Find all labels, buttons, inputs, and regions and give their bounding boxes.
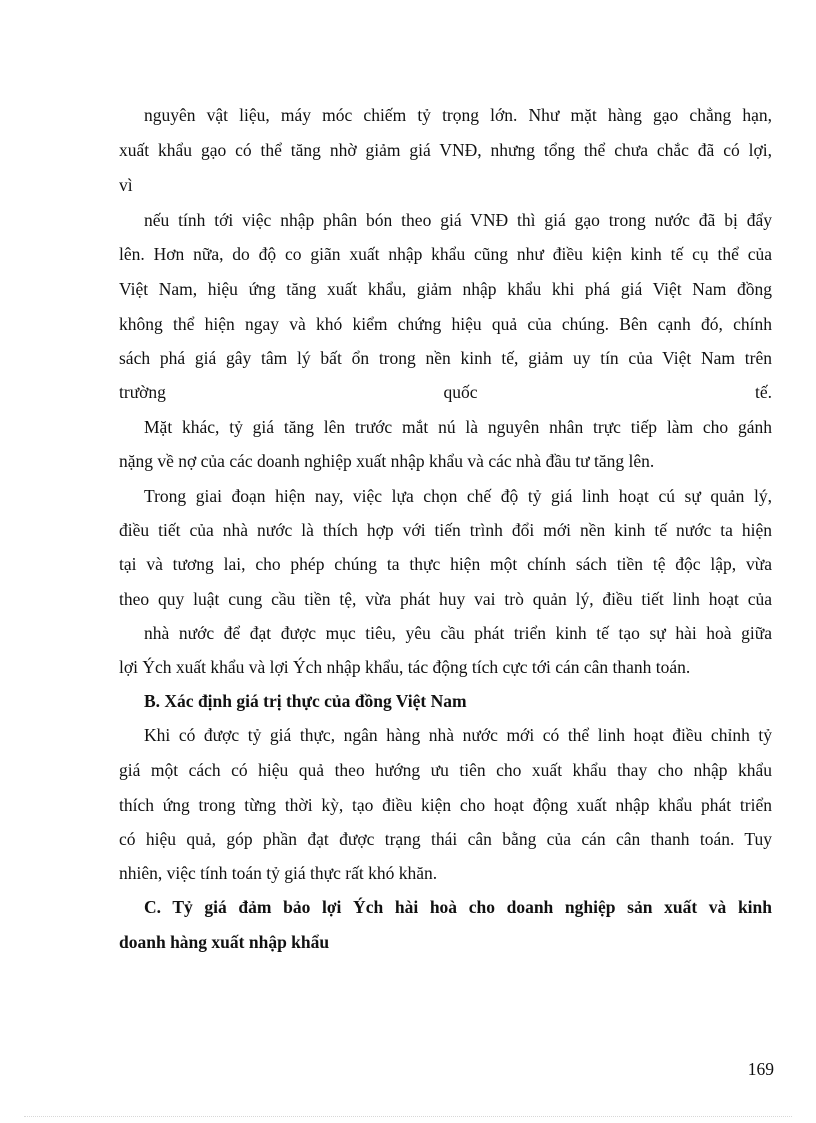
text-line: theo quy luật cung cầu tiền tệ, vừa phát huy vai trò quản lý, điều tiết linh hoạt của (119, 589, 772, 609)
text-line: lên. Hơn nữa, do độ co giãn xuất nhập khẩu cũng như điều kiện kinh tế cụ thể của (119, 244, 772, 264)
text-line: thích ứng trong từng thời kỳ, tạo điều kiện cho hoạt động xuất nhập khẩu phát triển (119, 795, 772, 815)
text-line: Trong giai đoạn hiện nay, việc lựa chọn chế độ tỷ giá linh hoạt cú sự quản lý, (144, 486, 772, 506)
text-line: nhà nước để đạt được mục tiêu, yêu cầu phát triển kinh tế tạo sự hài hoà giữa (144, 623, 772, 643)
text-line: Việt Nam, hiệu ứng tăng xuất khẩu, giảm nhập khẩu khi phá giá Việt Nam đồng (119, 279, 772, 299)
section-heading-b: B. Xác định giá trị thực của đồng Việt Nam (144, 691, 467, 711)
text-line: không thể hiện ngay và khó kiểm chứng hiệu quả của chúng. Bên cạnh đó, chính (119, 314, 772, 334)
text-line: tại và tương lai, cho phép chúng ta thực hiện một chính sách tiền tệ độc lập, vừa (119, 554, 772, 574)
section-heading-c-continued: doanh hàng xuất nhập khẩu (119, 932, 330, 952)
text-line: giá một cách có hiệu quả theo hướng ưu tiên cho xuất khẩu thay cho nhập khẩu (119, 760, 772, 780)
text-line: trường quốc tế. (119, 382, 772, 402)
text-line: nặng về nợ của các doanh nghiệp xuất nhập khẩu và các nhà đầu tư tăng lên. (119, 451, 655, 471)
page-bottom-rule (24, 1116, 792, 1117)
text-line: vì (119, 175, 133, 195)
text-line: điều tiết của nhà nước là thích hợp với tiến trình đổi mới nền kinh tế nước ta hiện (119, 520, 772, 540)
text-line: Khi có được tỷ giá thực, ngân hàng nhà nước mới có thể linh hoạt điều chỉnh tỷ (144, 725, 772, 745)
text-line: xuất khẩu gạo có thể tăng nhờ giảm giá VNĐ, nhưng tổng thể chưa chắc đã có lợi, (119, 140, 772, 160)
text-line: nếu tính tới việc nhập phân bón theo giá VNĐ thì giá gạo trong nước đã bị đẩy (144, 210, 772, 230)
text-line: lợi Ých xuất khẩu và lợi Ých nhập khẩu, tác động tích cực tới cán cân thanh toán. (119, 657, 691, 677)
section-heading-c: C. Tỷ giá đảm bảo lợi Ých hài hoà cho doanh nghiệp sản xuất và kinh (144, 897, 772, 917)
text-line: nhiên, việc tính toán tỷ giá thực rất khó khăn. (119, 863, 438, 883)
page-number: 169 (747, 1059, 774, 1079)
text-line: có hiệu quả, góp phần đạt được trạng thái cân bằng của cán cân thanh toán. Tuy (119, 829, 772, 849)
text-line: nguyên vật liệu, máy móc chiếm tỷ trọng lớn. Như mặt hàng gạo chẳng hạn, (144, 105, 772, 125)
text-line: Mặt khác, tỷ giá tăng lên trước mắt nú là nguyên nhân trực tiếp làm cho gánh (144, 417, 772, 437)
text-line: sách phá giá gây tâm lý bất ổn trong nền kinh tế, giảm uy tín của Việt Nam trên (119, 348, 772, 368)
